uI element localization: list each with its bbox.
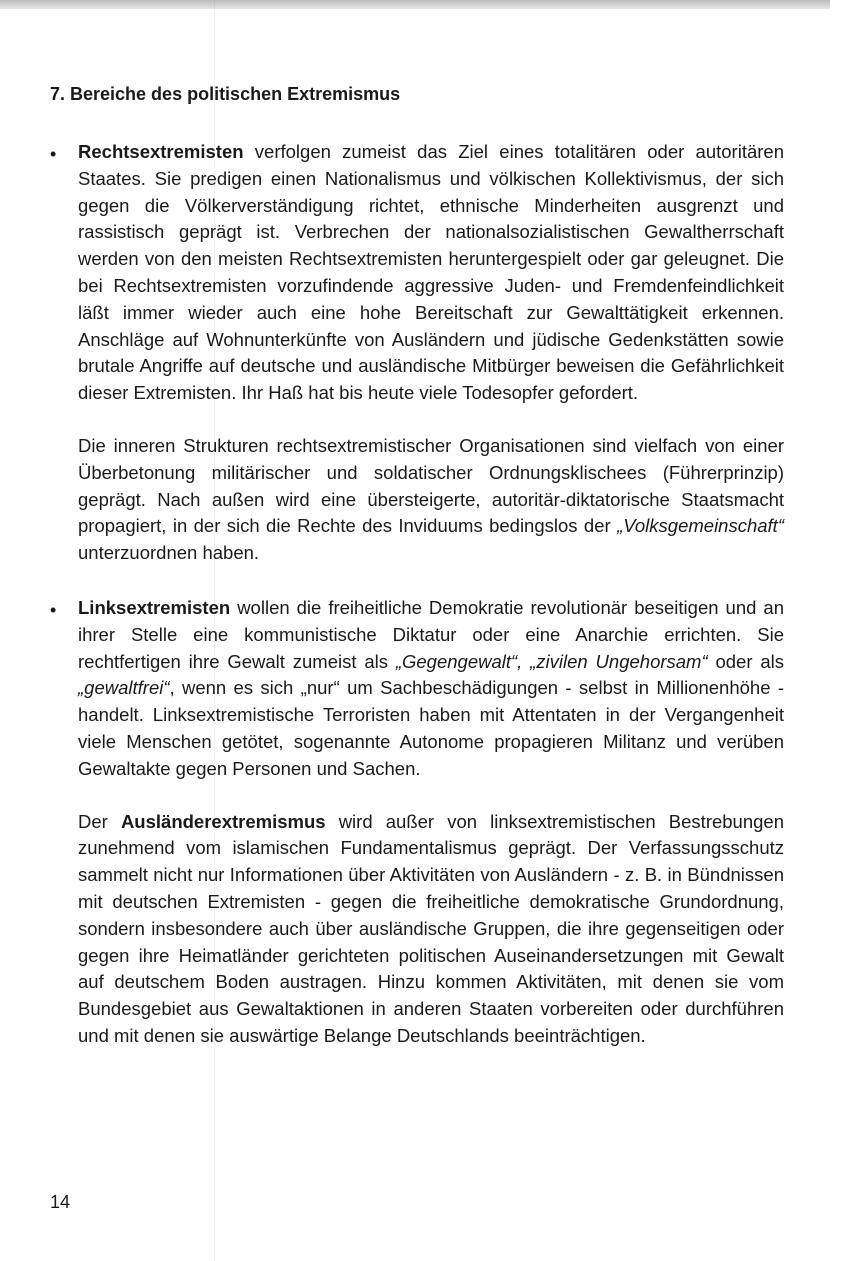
paragraph-linksextremisten-text-3: , wenn es sich „nur“ um Sachbeschädigungen - selbst in Millionenhöhe - handelt. Linksextremistische Terroristen haben mit Attentaten in der Vergangenheit viele Menschen getötet, sogenannte Autonome propagieren Militanz und verüben Gewaltakte gegen Personen und Sachen. [78, 677, 784, 779]
paragraph-auslaender-text: wird außer von linksextremistischen Bestrebungen zunehmend vom islamischen Fundamentalismus geprägt. Der Verfassungsschutz sammelt nicht nur Informationen über Aktivitäten von Ausländern - z. B. in Bündnissen mit deutschen Extremisten - gegen die freiheitliche demokratische Grundordnung, sondern insbesondere auch über ausländische Gruppen, die ihre gegenseitigen oder gegen ihre Heimatländer gerichteten politischen Auseinandersetzungen mit Gewalt auf deutschem Boden austragen. Hinzu kommen Aktivitäten, mit denen sie vom Bundesgebiet aus Gewaltaktionen in anderen Staaten vorbereiten oder durchführen und mit denen sie auswärtige Belange Deutschlands beeinträchtigen. [78, 810, 784, 1046]
section-heading: 7. Bereiche des politischen Extremismus [50, 84, 401, 104]
term-volksgemeinschaft: „Volksgemeinschaft“ [617, 515, 784, 537]
term-gegengewalt: „Gegengewalt“, „zivilen Ungehorsam“ [395, 650, 708, 672]
term-rechtsextremisten: Rechtsextremisten [78, 141, 244, 162]
paragraph-auslaender-prefix: Der [78, 810, 121, 832]
scan-top-edge [0, 0, 830, 9]
paragraph-linksextremisten-text-2: oder als [707, 650, 784, 672]
term-linksextremisten: Linksextremisten [78, 596, 231, 618]
bullet-linksextremisten [50, 595, 784, 1050]
term-auslaenderextremismus: Ausländerextremismus [120, 810, 326, 832]
paragraph-auslaenderextremismus [78, 809, 784, 1050]
paragraph-linksextremisten-text-1: wollen die freiheitliche Demokratie revolutionär beseitigen und an ihrer Stelle eine kommunistische Diktatur oder eine Anarchie errichten. Sie rechtfertigen ihre Gewalt zumeist als [78, 596, 784, 672]
paragraph-linksextremisten [78, 595, 784, 783]
paragraph-strukturen-text-2: unterzuordnen haben. [78, 542, 260, 564]
paragraph-strukturen [78, 433, 784, 567]
paragraph-strukturen-text-1: Die inneren Strukturen rechtsextremistischer Organisationen sind vielfach von einer Überbetonung militärischer und soldatischer Ordnungsklischees (Führerprinzip) geprägt. Nach außen wird eine übersteigerte, autoritär-diktatorische Staatsmacht propagiert, in der sich die Rechte des Inviduums bedingslos der [78, 434, 784, 537]
paragraph-rechtsextremisten-text: verfolgen zumeist das Ziel eines totalitären oder autoritären Staates. Sie predigen einen Nationalismus und völkischen Kollektivismus, der sich gegen die Völkerverständigung richtet, ethnische Minderheiten ausgrenzt und rassistisch geprägt ist. Verbrechen der nationalsozialistischen Gewaltherrschaft werden von den meisten Rechtsextremisten heruntergespielt oder gar geleugnet. Die bei Rechtsextremisten vorzufindende aggressive Juden- und Fremdenfeindlichkeit läßt immer wieder auch eine hohe Bereitschaft zur Gewalttätigkeit erkennen. Anschläge auf Wohnunterkünfte von Ausländern und jüdische Gedenkstätten sowie brutale Angriffe auf deutsche und ausländische Mitbürger beweisen die Gefährlichkeit dieser Extremisten. Ihr Haß hat bis heute viele Todesopfer gefordert. [78, 141, 784, 404]
bullet-point-1: • [50, 144, 57, 164]
paragraph-rechtsextremisten [78, 139, 784, 407]
term-gewaltfrei: „gewaltfrei“ [78, 677, 170, 699]
bullet-point-2: • [50, 599, 57, 620]
page-number: 14 [50, 1192, 71, 1212]
bullet-rechtsextremisten [50, 139, 784, 567]
document-page [50, 84, 784, 1050]
